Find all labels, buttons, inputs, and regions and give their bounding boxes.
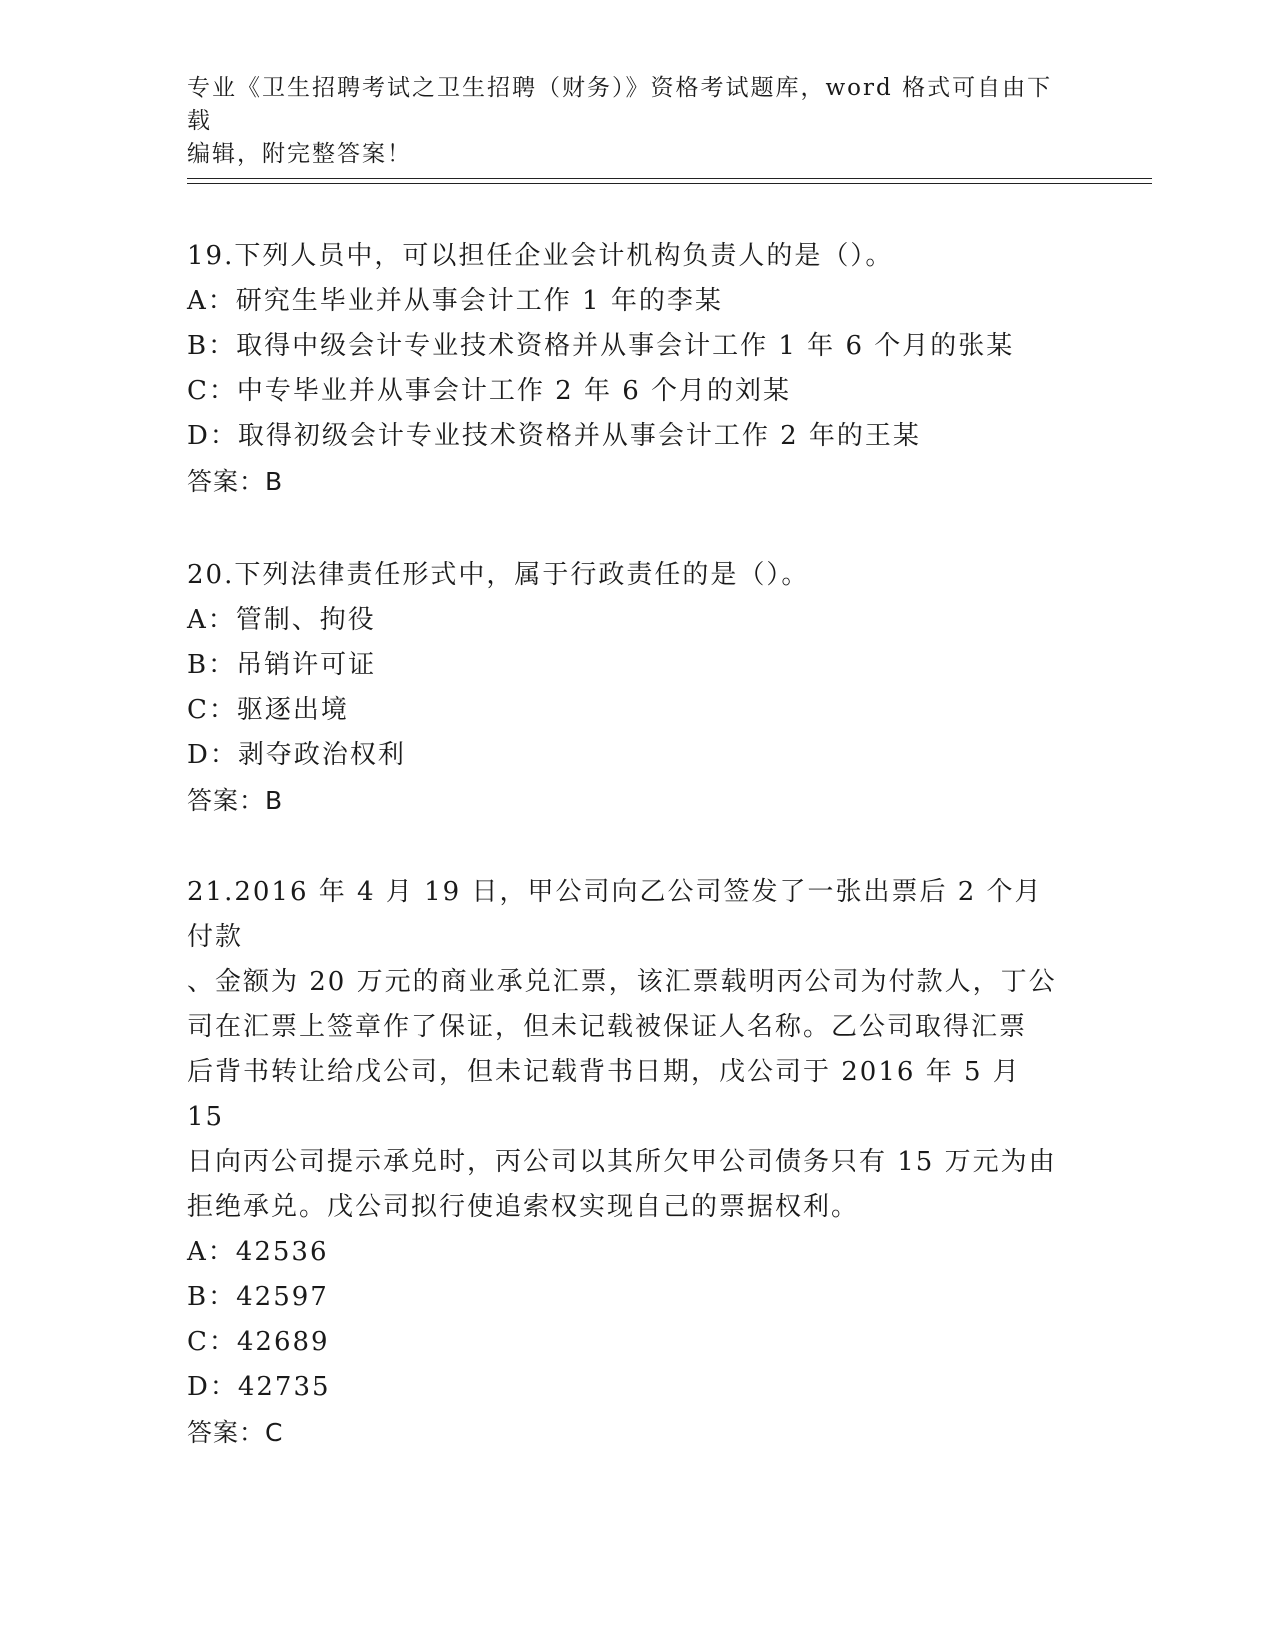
option-a: A：42536 — [187, 1237, 329, 1267]
question-19 — [187, 234, 1087, 504]
question-stem-line: 司在汇票上签章作了保证，但未记载被保证人名称。乙公司取得汇票 — [187, 1012, 1028, 1042]
question-stem-line: 后背书转让给戊公司，但未记载背书日期，戊公司于 2016 年 5 月 15 — [187, 1057, 1021, 1132]
option-c: C：驱逐出境 — [187, 695, 349, 725]
option-a: A：研究生毕业并从事会计工作 1 年的李某 — [187, 286, 723, 316]
header-divider-bottom — [187, 183, 1152, 184]
option-b: B：42597 — [187, 1282, 329, 1312]
answer: 答案：C — [187, 1418, 284, 1447]
question-stem-line: 21.2016 年 4 月 19 日，甲公司向乙公司签发了一张出票后 2 个月付款 — [187, 877, 1043, 952]
question-stem: 19.下列人员中，可以担任企业会计机构负责人的是（）。 — [187, 241, 894, 271]
question-20 — [187, 553, 1087, 823]
header-line-2: 编辑，附完整答案！ — [187, 141, 412, 167]
question-stem-line: 日向丙公司提示承兑时，丙公司以其所欠甲公司债务只有 15 万元为由 — [187, 1147, 1057, 1177]
option-c: C：中专毕业并从事会计工作 2 年 6 个月的刘某 — [187, 376, 792, 406]
option-b: B：取得中级会计专业技术资格并从事会计工作 1 年 6 个月的张某 — [187, 331, 1015, 361]
document-header — [187, 72, 1077, 171]
answer: 答案：B — [187, 467, 284, 496]
header-line-1: 专业《卫生招聘考试之卫生招聘（财务）》资格考试题库，word 格式可自由下载 — [187, 75, 1053, 134]
option-b: B：吊销许可证 — [187, 650, 377, 680]
option-d: D：取得初级会计专业技术资格并从事会计工作 2 年的王某 — [187, 421, 921, 451]
question-stem-line: 拒绝承兑。戊公司拟行使追索权实现自己的票据权利。 — [187, 1192, 860, 1222]
option-a: A：管制、拘役 — [187, 605, 376, 635]
question-stem: 20.下列法律责任形式中，属于行政责任的是（）。 — [187, 560, 810, 590]
header-divider-top — [187, 178, 1152, 179]
question-stem-line: 、金额为 20 万元的商业承兑汇票，该汇票载明丙公司为付款人，丁公 — [187, 967, 1057, 997]
option-d: D：42735 — [187, 1372, 331, 1402]
option-d: D：剥夺政治权利 — [187, 740, 406, 770]
question-21 — [187, 870, 1067, 1455]
answer: 答案：B — [187, 786, 284, 815]
option-c: C：42689 — [187, 1327, 330, 1357]
